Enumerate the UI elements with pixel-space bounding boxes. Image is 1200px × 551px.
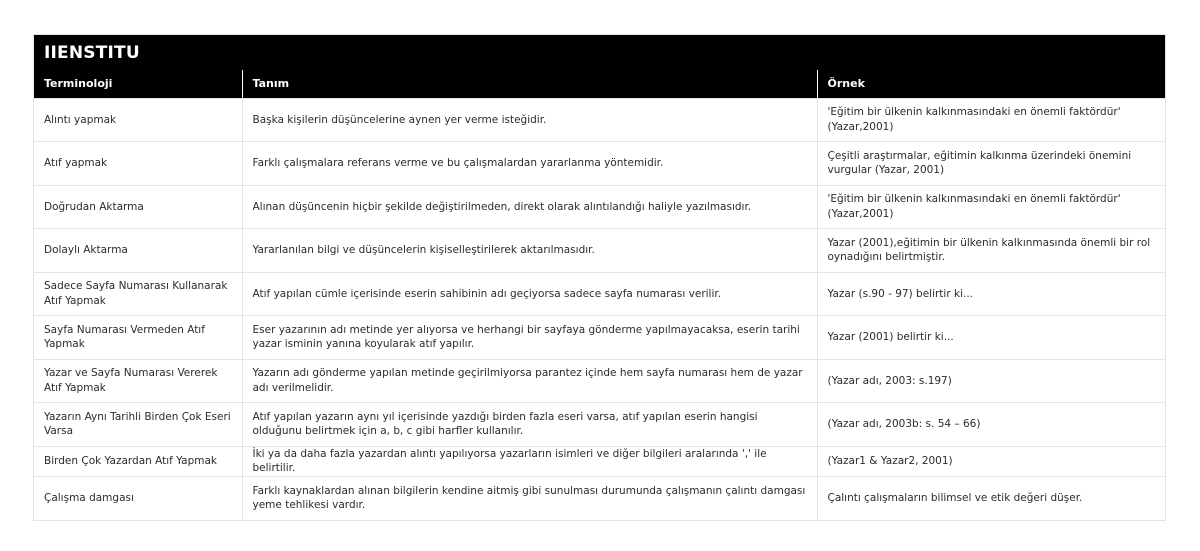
definition-cell: Yararlanılan bilgi ve düşüncelerin kişiselleştirilerek aktarılmasıdır. <box>242 229 817 273</box>
table-row <box>34 359 1165 403</box>
term-cell: Alıntı yapmak <box>34 98 242 142</box>
example-cell: Yazar (2001),eğitimin bir ülkenin kalkınmasında önemli bir rol oynadığını belirtmiştir. <box>817 229 1165 273</box>
term-cell: Yazarın Aynı Tarihli Birden Çok Eseri Varsa <box>34 403 242 447</box>
definition-cell: Atıf yapılan yazarın aynı yıl içerisinde yazdığı birden fazla eseri varsa, atıf yapılan eserin hangisi olduğunu belirtmek için a, b, c gibi harfler kullanılır. <box>242 403 817 447</box>
header-tanim: Tanım <box>242 70 817 98</box>
table-row <box>34 316 1165 360</box>
header-ornek: Örnek <box>817 70 1165 98</box>
definition-cell: Eser yazarının adı metinde yer alıyorsa ve herhangi bir sayfaya gönderme yapılmayacaksa, eserin tarihi yazar isminin yanına koyularak atıf yapılır. <box>242 316 817 360</box>
header-terminoloji: Terminoloji <box>34 70 242 98</box>
table-row <box>34 229 1165 273</box>
example-cell: (Yazar adı, 2003b: s. 54 – 66) <box>817 403 1165 447</box>
table-row <box>34 98 1165 142</box>
example-cell: (Yazar adı, 2003: s.197) <box>817 359 1165 403</box>
example-cell: Çeşitli araştırmalar, eğitimin kalkınma üzerindeki önemini vurgular (Yazar, 2001) <box>817 142 1165 186</box>
term-cell: Birden Çok Yazardan Atıf Yapmak <box>34 446 242 476</box>
term-cell: Sayfa Numarası Vermeden Atıf Yapmak <box>34 316 242 360</box>
brand-header <box>34 35 1165 70</box>
definition-cell: Başka kişilerin düşüncelerine aynen yer verme isteğidir. <box>242 98 817 142</box>
term-cell: Doğrudan Aktarma <box>34 185 242 229</box>
table-row <box>34 272 1165 316</box>
example-cell: Yazar (s.90 - 97) belirtir ki... <box>817 272 1165 316</box>
table-row <box>34 403 1165 447</box>
example-cell: 'Eğitim bir ülkenin kalkınmasındaki en önemli faktördür' (Yazar,2001) <box>817 185 1165 229</box>
definition-cell: Yazarın adı gönderme yapılan metinde geçirilmiyorsa parantez içinde hem sayfa numarası hem de yazar adı verilmelidir. <box>242 359 817 403</box>
example-cell: Çalıntı çalışmaların bilimsel ve etik değeri düşer. <box>817 476 1165 520</box>
term-cell: Sadece Sayfa Numarası Kullanarak Atıf Yapmak <box>34 272 242 316</box>
example-cell: (Yazar1 & Yazar2, 2001) <box>817 446 1165 476</box>
table-row <box>34 476 1165 520</box>
term-cell: Dolaylı Aktarma <box>34 229 242 273</box>
definition-cell: Alınan düşüncenin hiçbir şekilde değiştirilmeden, direkt olarak alıntılandığı haliyle yazılmasıdır. <box>242 185 817 229</box>
definition-cell: Farklı çalışmalara referans verme ve bu çalışmalardan yararlanma yöntemidir. <box>242 142 817 186</box>
brand-title: IIENSTITU <box>44 42 140 63</box>
table-row <box>34 446 1165 476</box>
definition-cell: Farklı kaynaklardan alınan bilgilerin kendine aitmiş gibi sunulması durumunda çalışmanın çalıntı damgası yeme tehlikesi vardır. <box>242 476 817 520</box>
definition-cell: İki ya da daha fazla yazardan alıntı yapılıyorsa yazarların isimleri ve diğer bilgileri aralarında ',' ile belirtilir. <box>242 446 817 476</box>
example-cell: 'Eğitim bir ülkenin kalkınmasındaki en önemli faktördür' (Yazar,2001) <box>817 98 1165 142</box>
term-cell: Atıf yapmak <box>34 142 242 186</box>
table-header-row <box>34 70 1165 98</box>
terminology-table-container <box>33 34 1166 521</box>
term-cell: Yazar ve Sayfa Numarası Vererek Atıf Yapmak <box>34 359 242 403</box>
terminology-table <box>34 70 1165 520</box>
table-row <box>34 142 1165 186</box>
definition-cell: Atıf yapılan cümle içerisinde eserin sahibinin adı geçiyorsa sadece sayfa numarası verilir. <box>242 272 817 316</box>
term-cell: Çalışma damgası <box>34 476 242 520</box>
table-row <box>34 185 1165 229</box>
example-cell: Yazar (2001) belirtir ki... <box>817 316 1165 360</box>
